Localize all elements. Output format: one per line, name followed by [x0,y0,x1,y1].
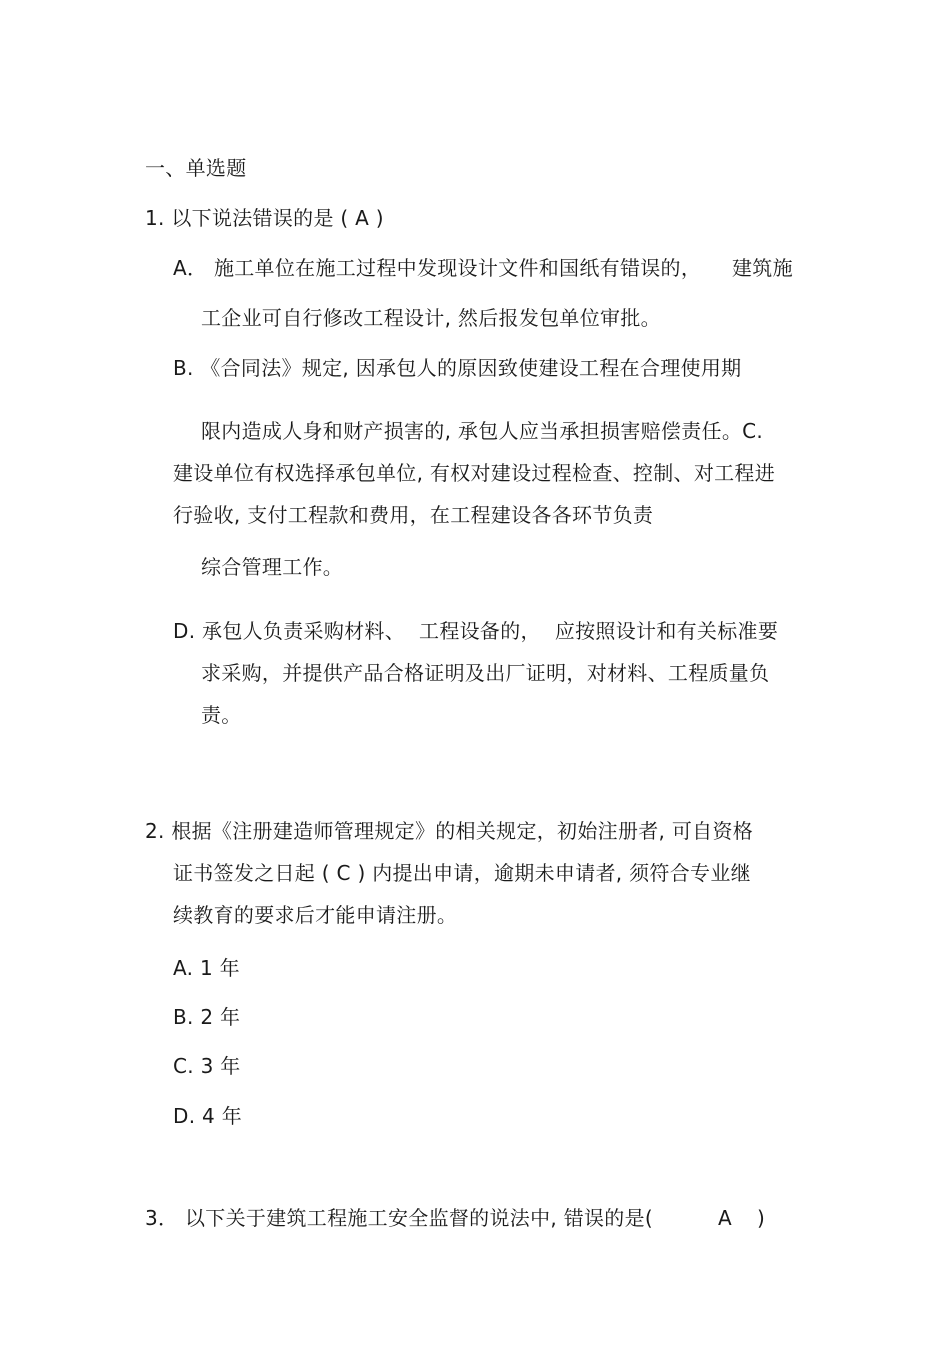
q1-option-c-line-3: 综合管理工作。 [201,555,344,579]
question-2-stem-line-3: 续教育的要求后才能申请注册。 [173,903,458,927]
q1-option-d-line-3: 责。 [201,703,242,727]
question-3-answer: A [718,1206,732,1230]
q1-option-c-line-1: 建设单位有权选择承包单位, 有权对建设过程检查、控制、对工程进 [173,461,776,485]
q1-option-a-text: A． 施工单位在施工过程中发现设计文件和国纸有错误的， [173,256,702,280]
section-title: 一、单选题 [145,156,247,180]
q1-option-a-line-1-right: 建筑施 [732,256,793,280]
q1-option-a-line-1 [173,255,701,281]
q1-option-b-line-1: B. 《合同法》规定, 因承包人的原因致使建设工程在合理使用期 [173,356,742,380]
q2-option-b: B. 2 年 [173,1005,241,1029]
q1-option-d-line-2: 求采购，并提供产品合格证明及出厂证明，对材料、工程质量负 [201,661,770,685]
q2-option-d: D. 4 年 [173,1104,242,1128]
question-3-close-paren: ) [757,1206,766,1230]
q1-option-d-part-1: D. 承包人负责采购材料、 [173,619,406,643]
q2-option-a: A. 1 年 [173,956,240,980]
q1-option-a-line-2: 工企业可自行修改工程设计, 然后报发包单位审批。 [201,306,661,330]
q2-option-c: C. 3 年 [173,1054,241,1078]
q1-option-b-line-2: 限内造成人身和财产损害的, 承包人应当承担损害赔偿责任。C. [201,419,764,443]
q1-option-c-line-2: 行验收, 支付工程款和费用，在工程建设各各环节负责 [173,503,654,527]
question-2-stem-line-1: 2. 根据《注册建造师管理规定》的相关规定，初始注册者, 可自资格 [145,819,754,843]
question-1-stem: 1. 以下说法错误的是 ( A ) [145,206,384,230]
question-3-stem: 3． 以下关于建筑工程施工安全监督的说法中, 错误的是( [145,1206,653,1230]
q1-option-d-line-1 [173,618,778,644]
q1-option-d-part-3: 应按照设计和有关标准要 [554,619,779,643]
q1-option-d-part-2: 工程设备的， [419,619,541,643]
question-2-stem-line-2: 证书签发之日起 ( C ) 内提出申请，逾期未申请者, 须符合专业继 [173,861,751,885]
